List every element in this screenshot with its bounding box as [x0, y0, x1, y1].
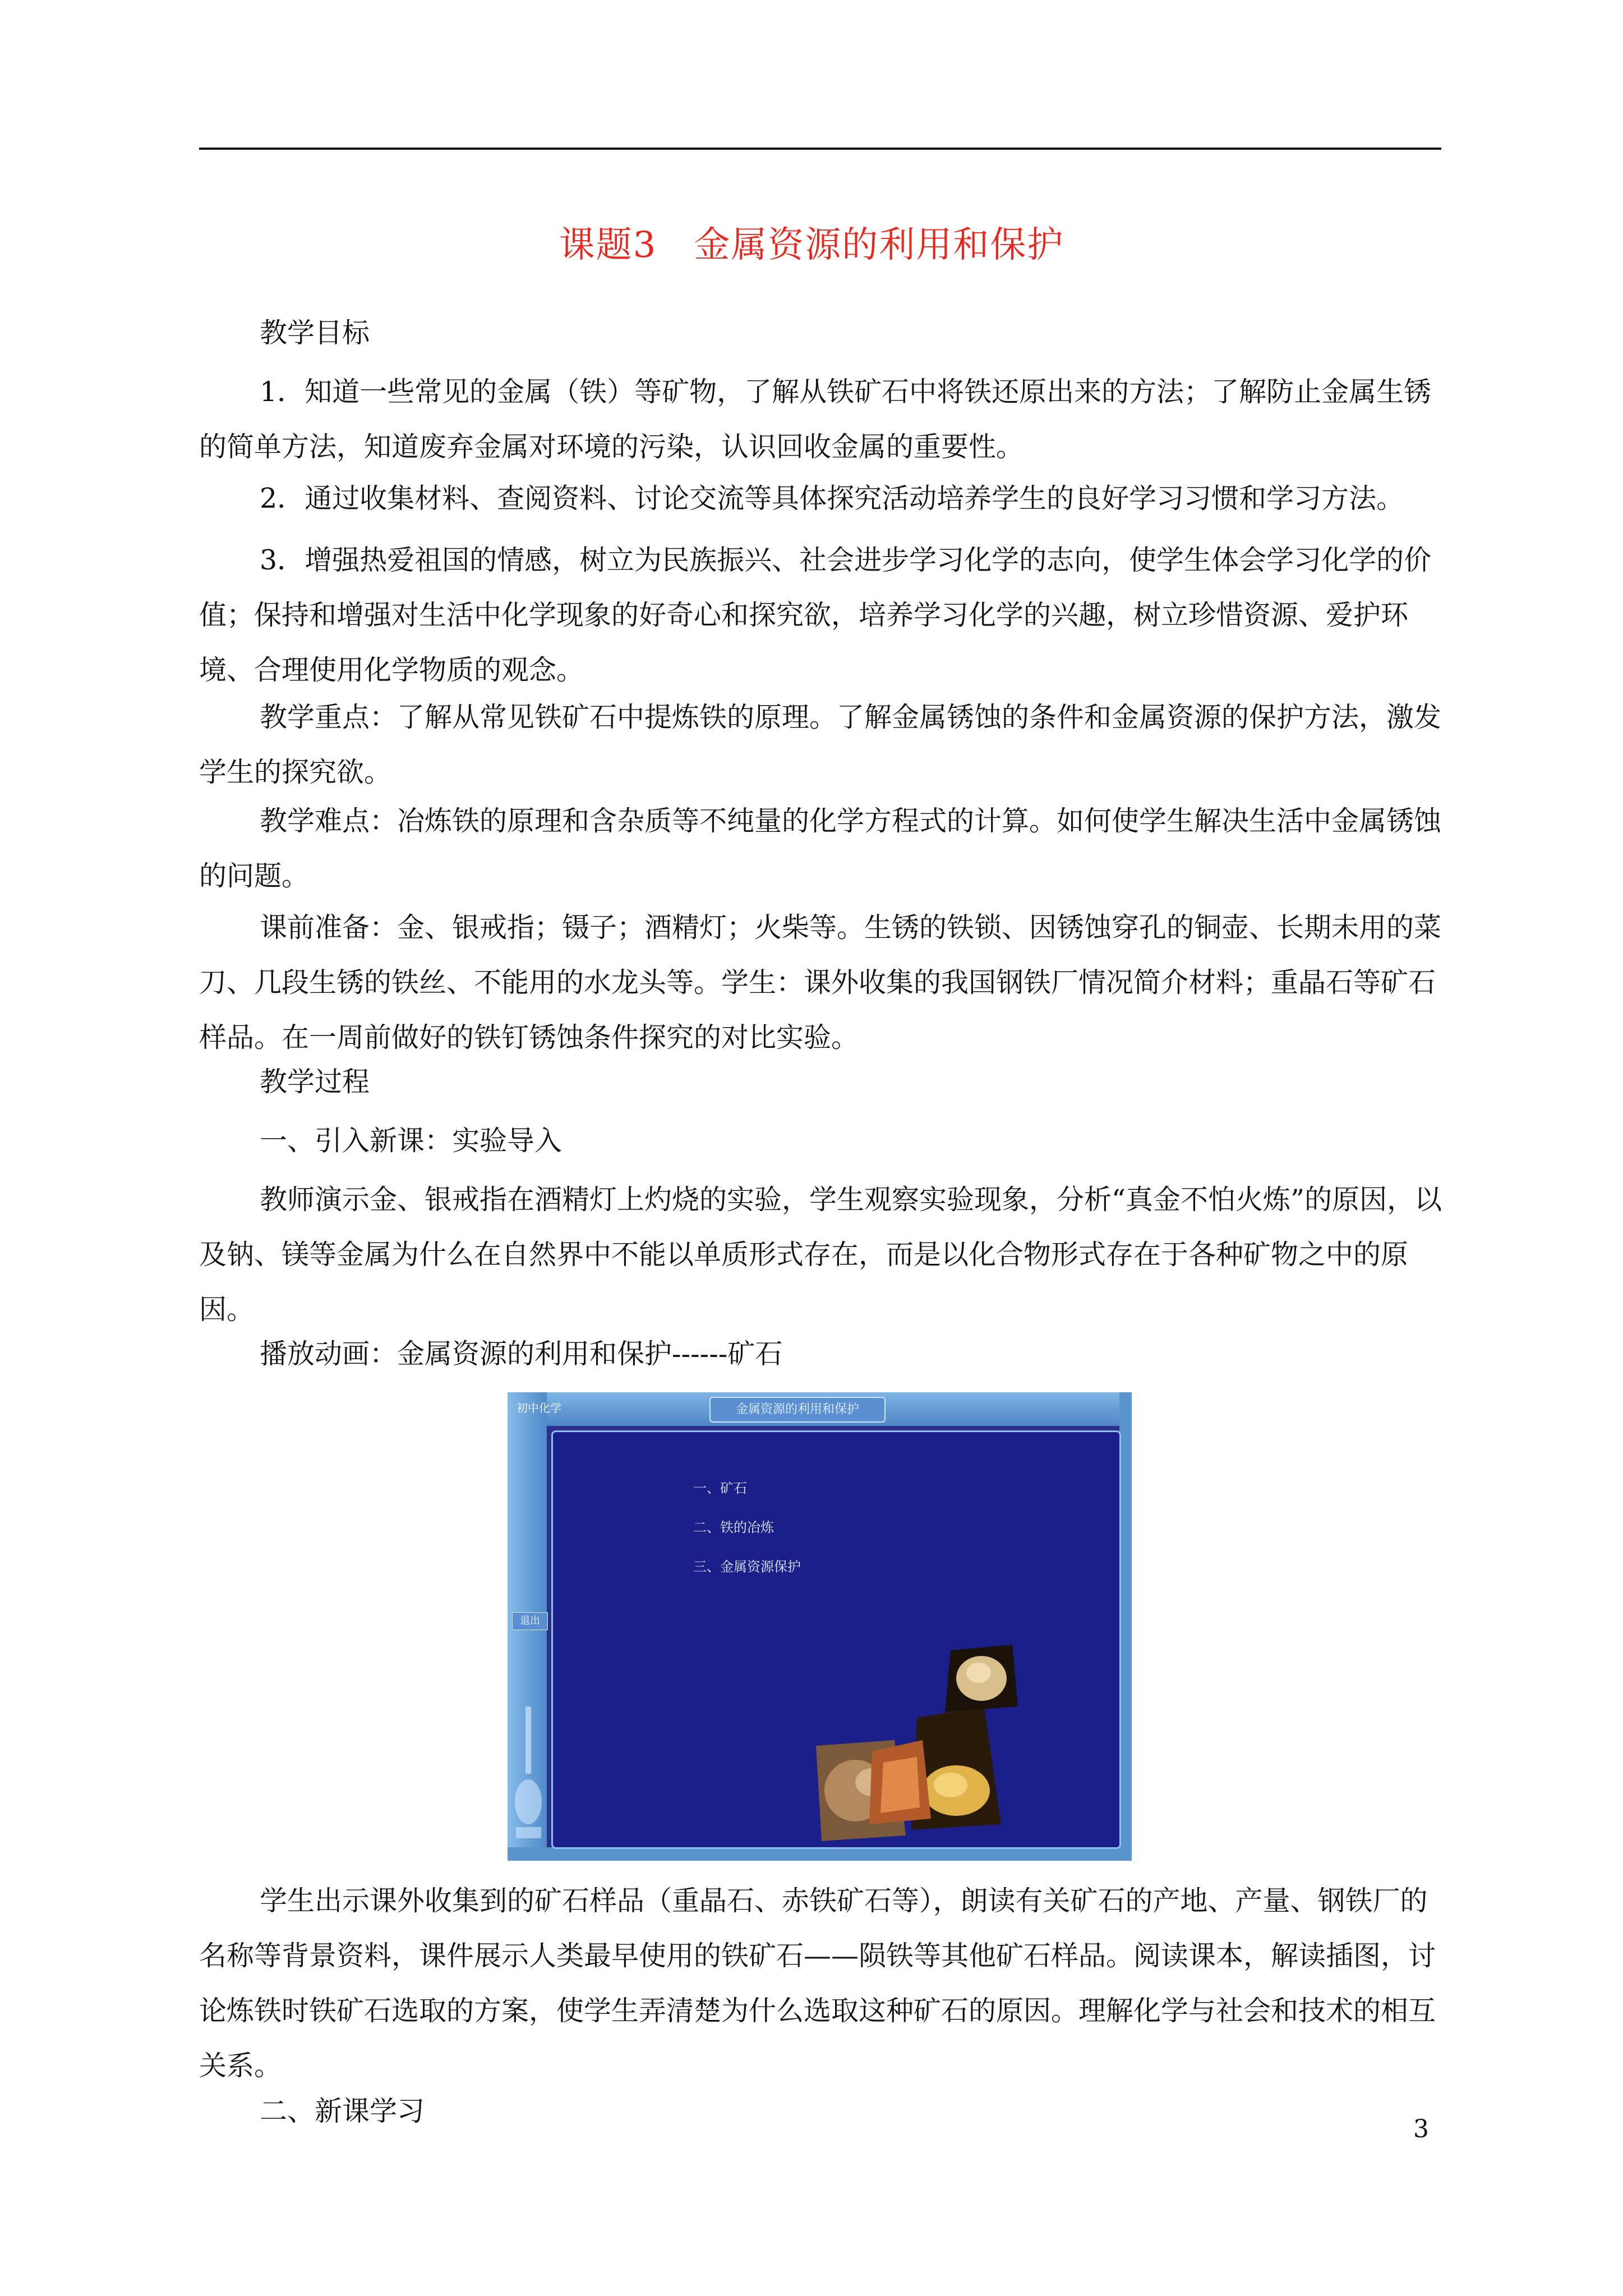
ore-sample-image: [939, 1639, 1023, 1718]
courseware-logo: 初中化学: [517, 1401, 561, 1415]
paragraph: 一、引入新课：实验导入: [260, 1125, 562, 1157]
paragraph: 教学过程: [260, 1066, 370, 1098]
frame-bottom: [508, 1847, 1132, 1861]
paragraph: 2．通过收集材料、查阅资料、讨论交流等具体探究活动培养学生的良好学习习惯和学习方法。: [260, 482, 1404, 514]
ore-sample-image: [866, 1740, 934, 1824]
page-title: 课题3 金属资源的利用和保护: [559, 224, 1064, 266]
menu-item-resource-protection[interactable]: 三、金属资源保护: [693, 1559, 801, 1575]
frame-right: [1119, 1392, 1132, 1861]
exit-button[interactable]: 退出: [512, 1612, 548, 1630]
page-number: 3: [1413, 2115, 1429, 2143]
paragraph: 学生出示课外收集到的矿石样品（重晶石、赤铁矿石等），朗读有关矿石的产地、产量、钢铁厂的名称等背景资料，课件展示人类最早使用的铁矿石——陨铁等其他矿石样品。阅读课本，解读插图，讨论炼铁时铁矿石选取的方案，使学生弄清楚为什么选取这种矿石的原因。理解化学与社会和技术的相互关系。: [199, 1885, 1436, 2082]
paragraph: 1．知道一些常见的金属（铁）等矿物，了解从铁矿石中将铁还原出来的方法；了解防止金属生锈的简单方法，知道废弃金属对环境的污染，认识回收金属的重要性。: [199, 376, 1432, 463]
menu-item-ore[interactable]: 一、矿石: [693, 1480, 747, 1496]
header-rule: [199, 148, 1441, 150]
paragraph: 3．增强热爱祖国的情感，树立为民族振兴、社会进步学习化学的志向，使学生体会学习化学的价值；保持和增强对生活中化学现象的好奇心和探究欲，培养学习化学的兴趣，树立珍惜资源、爱护环境、合理使用化学物质的观念。: [199, 544, 1432, 686]
menu-item-iron-smelting[interactable]: 二、铁的冶炼: [693, 1520, 774, 1535]
paragraph: 课前准备：金、银戒指；镊子；酒精灯；火柴等。生锈的铁锁、因锈蚀穿孔的铜壶、长期未用的菜刀、几段生锈的铁丝、不能用的水龙头等。学生：课外收集的我国钢铁厂情况简介材料；重晶石等矿石样品。在一周前做好的铁钉锈蚀条件探究的对比实验。: [199, 912, 1442, 1053]
paragraph: 教学重点：了解从常见铁矿石中提炼铁的原理。了解金属锈蚀的条件和金属资源的保护方法，激发学生的探究欲。: [199, 701, 1442, 788]
courseware-tab-title: 金属资源的利用和保护: [709, 1397, 886, 1423]
courseware-screenshot: [508, 1392, 1132, 1861]
paragraph: 教师演示金、银戒指在酒精灯上灼烧的实验，学生观察实验现象，分析“真金不怕火炼”的原因，以及钠、镁等金属为什么在自然界中不能以单质形式存在，而是以化合物形式存在于各种矿物之中的原因。: [199, 1184, 1442, 1326]
paragraph: 播放动画：金属资源的利用和保护------矿石: [260, 1338, 783, 1370]
paragraph: 教学目标: [260, 317, 370, 349]
flask-icon: [513, 1706, 544, 1841]
paragraph: 教学难点：冶炼铁的原理和含杂质等不纯量的化学方程式的计算。如何使学生解决生活中金属锈蚀的问题。: [199, 805, 1442, 892]
paragraph: 二、新课学习: [260, 2095, 425, 2127]
